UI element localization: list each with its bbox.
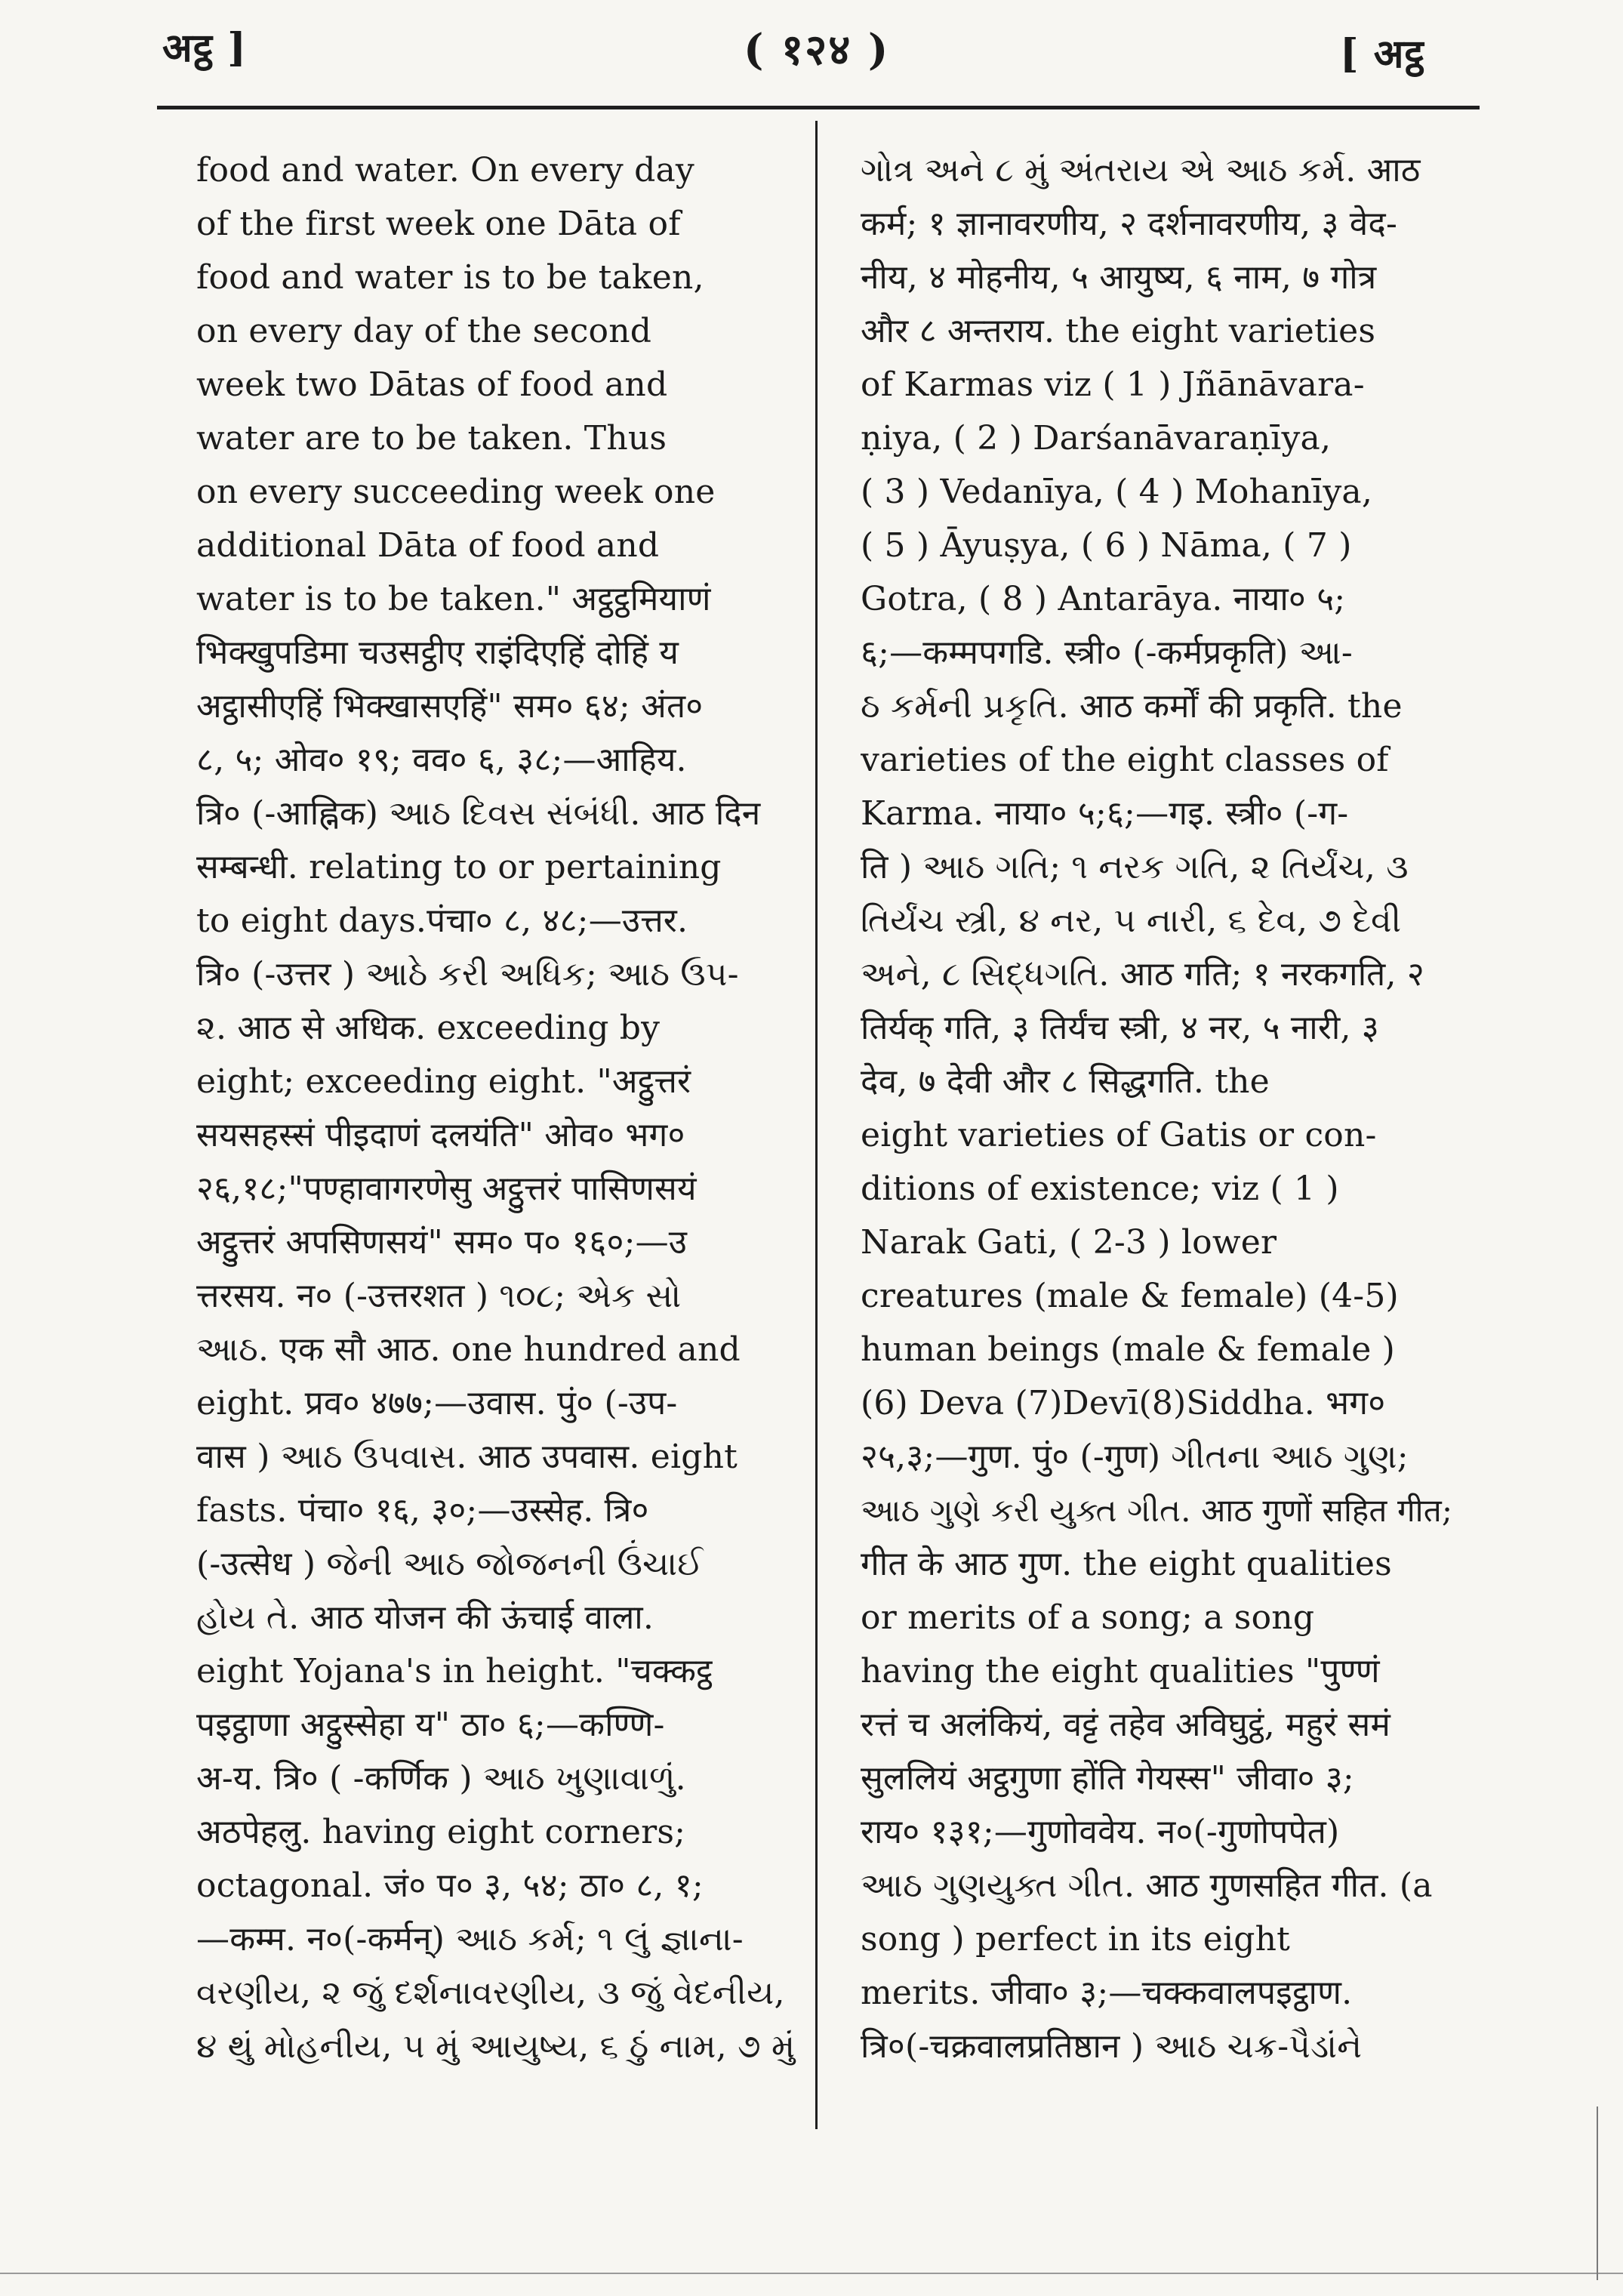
text-line: ८, ५; ओव० १९; वव० ६, ३८;—आहिय.	[196, 741, 687, 779]
text-line: varieties of the eight classes of	[861, 741, 1389, 779]
text-line: Narak Gati, ( 2-3 ) lower	[861, 1223, 1277, 1262]
text-line: ઠ કર્મની પ્રકૃતિ. आठ कर्मों की प्रकृति. the	[861, 687, 1403, 726]
text-line: Karma. नाया० ५;६;—गइ. स्त्री० (-ग-	[861, 794, 1349, 833]
text-line: राय० १३१;—गुणोववेय. न०(-गुणोपपेत)	[861, 1813, 1340, 1851]
text-line: eight varieties of Gatis or con-	[861, 1116, 1377, 1154]
text-line: अ-य. त्रि० ( -कर्णिक ) આઠ ખુણાવાળું.	[196, 1759, 686, 1798]
text-line: આઠ. एक सौ आठ. one hundred and	[196, 1330, 741, 1369]
text-line: त्तरसय. न० (-उत्तरशत ) ૧૦૮; એક સો	[196, 1277, 682, 1315]
text-line: octagonal. जं० प० ३, ५४; ठा० ८, १;	[196, 1866, 704, 1905]
text-line: (-उत्सेध ) જેની આઠ જોજનની ઉંચાઈ	[196, 1545, 704, 1583]
text-line: और ८ अन्तराय. the eight varieties	[861, 312, 1376, 350]
header-left-keyword: अट्ठ ]	[162, 25, 247, 71]
text-line: सयसहस्सं पीइदाणं दलयंति" ओव० भग०	[196, 1116, 685, 1154]
header-right-keyword: [ अट्ठ	[1340, 31, 1424, 77]
text-line: तिर्यक् गति, ३ तिर्यंच स्त्री, ४ नर, ५ नारी, ३	[861, 1009, 1379, 1047]
text-line: food and water is to be taken,	[196, 258, 704, 297]
text-line: fasts. पंचा० १६, ३०;—उस्सेह. त्रि०	[196, 1491, 649, 1530]
text-line: or merits of a song; a song	[861, 1598, 1315, 1637]
text-line: (6) Deva (7)Devī(8)Siddha. भग०	[861, 1384, 1386, 1422]
text-line: creatures (male & female) (4-5)	[861, 1277, 1399, 1315]
page-header	[0, 0, 1623, 113]
header-rule	[157, 106, 1480, 109]
text-line: ૪ થું મોહનીય, ૫ મું આયુષ્ય, ૬ ઠું નામ, ૭ મું	[196, 2027, 796, 2066]
text-line: रत्तं च अलंकियं, वट्टं तहेव अविघुट्ठं, महुरं समं	[861, 1706, 1390, 1744]
text-line: सम्बन्धी. relating to or pertaining	[196, 848, 722, 886]
text-line: food and water. On every day	[196, 151, 694, 190]
text-line: હોય તે. आठ योजन की ऊंचाई वाला.	[196, 1598, 654, 1637]
text-line: વરણીય, ૨ જું દર્શનાવરણીય, ૩ જું વેદનીય,	[196, 1974, 785, 2012]
text-line: अट्ठासीएहिं भिक्खासएहिं" सम० ६४; अंत०	[196, 687, 704, 726]
right-column	[861, 143, 1464, 2167]
text-line: water are to be taken. Thus	[196, 419, 667, 458]
text-line: additional Dāta of food and	[196, 526, 660, 565]
text-line: આઠ ગુણે કરી યુક્ત ગીત. आठ गुणों सहित गीत;	[861, 1492, 1453, 1529]
text-line: नीय, ४ मोहनीय, ५ आयुष्य, ६ नाम, ७ गोत्र	[861, 258, 1377, 297]
text-line: २५,३;—गुण. पुं० (-गुण) ગીતના આઠ ગુણ;	[861, 1438, 1409, 1476]
left-column	[196, 143, 800, 2167]
text-line: २६,१८;"पण्हावागरणेसु अट्ठुत्तरं पासिणसयं	[196, 1170, 697, 1208]
text-line: તિર્યંચ સ્ત્રી, ૪ નર, ૫ નારી, ૬ દેવ, ૭ દેવી	[861, 901, 1402, 940]
text-line: त्रि० (-आह्निक) આઠ દિવસ સંબંધી. आठ दिन	[196, 794, 761, 833]
text-line: कर्म; १ ज्ञानावरणीय, २ दर्शनावरणीय, ३ वेद-	[861, 205, 1398, 243]
text-line: અને, ૮ સિદ્ધગતિ. आठ गति; १ नरकगति, २	[861, 955, 1424, 994]
text-line: —कम्म. न०(-कर्मन्) આઠ કર્મ; ૧ લું જ્ઞાના-	[196, 1920, 744, 1959]
text-line: of the first week one Dāta of	[196, 205, 681, 243]
text-line: देव, ७ देवी और ८ सिद्धगति. the	[861, 1062, 1270, 1101]
text-line: song ) perfect in its eight	[861, 1920, 1290, 1959]
text-line: ति ) આઠ ગતિ; ૧ નરક ગતિ, ૨ તિર્યંચ, ૩	[861, 848, 1409, 886]
text-line: ( 3 ) Vedanīya, ( 4 ) Mohanīya,	[861, 473, 1373, 511]
text-line: सुललियं अट्ठगुणा होंति गेयस्स" जीवा० ३;	[861, 1759, 1354, 1798]
text-line: on every succeeding week one	[196, 473, 716, 511]
text-line: वास ) આઠ ઉપવાસ. आठ उपवास. eight	[196, 1438, 738, 1476]
text-line: of Karmas viz ( 1 ) Jñānāvara-	[861, 365, 1365, 404]
text-line: ૨. आठ से अधिक. exceeding by	[196, 1009, 661, 1047]
text-line: having the eight qualities "पुण्णं	[861, 1652, 1380, 1690]
text-line: Gotra, ( 8 ) Antarāya. नाया० ५;	[861, 580, 1346, 618]
text-line: ६;—कम्मपगडि. स्त्री० (-कर्मप्रकृति) આ-	[861, 633, 1353, 672]
text-line: to eight days.पंचा० ८, ४८;—उत्तर.	[196, 901, 688, 940]
text-line: ditions of existence; viz ( 1 )	[861, 1170, 1339, 1208]
text-line: આઠ ગુણયુક્ત ગીત. आठ गुणसहित गीत. (a	[861, 1866, 1433, 1905]
text-line: ṇiya, ( 2 ) Darśanāvaraṇīya,	[861, 419, 1332, 458]
text-line: गीत के आठ गुण. the eight qualities	[861, 1545, 1392, 1583]
text-line: अट्ठुत्तरं अपसिणसयं" सम० प० १६०;—उ	[196, 1223, 688, 1262]
text-line: water is to be taken." अट्ठट्ठमियाणं	[196, 580, 711, 618]
text-line: eight Yojana's in height. "चक्कट्ठ	[196, 1652, 713, 1690]
text-line: ગોત્ર અને ૮ મું અંતરાય એ આઠ કર્મ. आठ	[861, 151, 1421, 190]
text-line: eight. प्रव० ४७७;—उवास. पुं० (-उप-	[196, 1384, 678, 1422]
text-line: भिक्खुपडिमा चउसट्ठीए राइंदिएहिं दोहिं य	[196, 633, 679, 672]
text-line: human beings (male & female )	[861, 1330, 1396, 1369]
footer-rule	[0, 2273, 1623, 2274]
page-edge-mark	[1597, 2106, 1598, 2280]
text-line: on every day of the second	[196, 312, 652, 350]
text-line: merits. जीवा० ३;—चक्कवालपइट्ठाण.	[861, 1974, 1353, 2012]
text-line: त्रि०(-चक्रवालप्रतिष्ठान ) આઠ ચક્ર-પૈડાંને	[861, 2027, 1363, 2066]
text-line: त्रि० (-उत्तर ) આઠે કરી અધિક; આઠ ઉપ-	[196, 955, 739, 994]
text-line: अठपेहलु. having eight corners;	[196, 1813, 686, 1851]
text-line: eight; exceeding eight. "अट्ठुत्तरं	[196, 1062, 691, 1101]
text-line: पइट्ठाणा अट्ठुस्सेहा य" ठा० ६;—कण्णि-	[196, 1706, 665, 1744]
page-number: ( १२४ )	[744, 25, 890, 75]
text-line: ( 5 ) Āyuṣya, ( 6 ) Nāma, ( 7 )	[861, 526, 1352, 565]
column-divider	[815, 121, 818, 2129]
text-line: week two Dātas of food and	[196, 365, 668, 404]
